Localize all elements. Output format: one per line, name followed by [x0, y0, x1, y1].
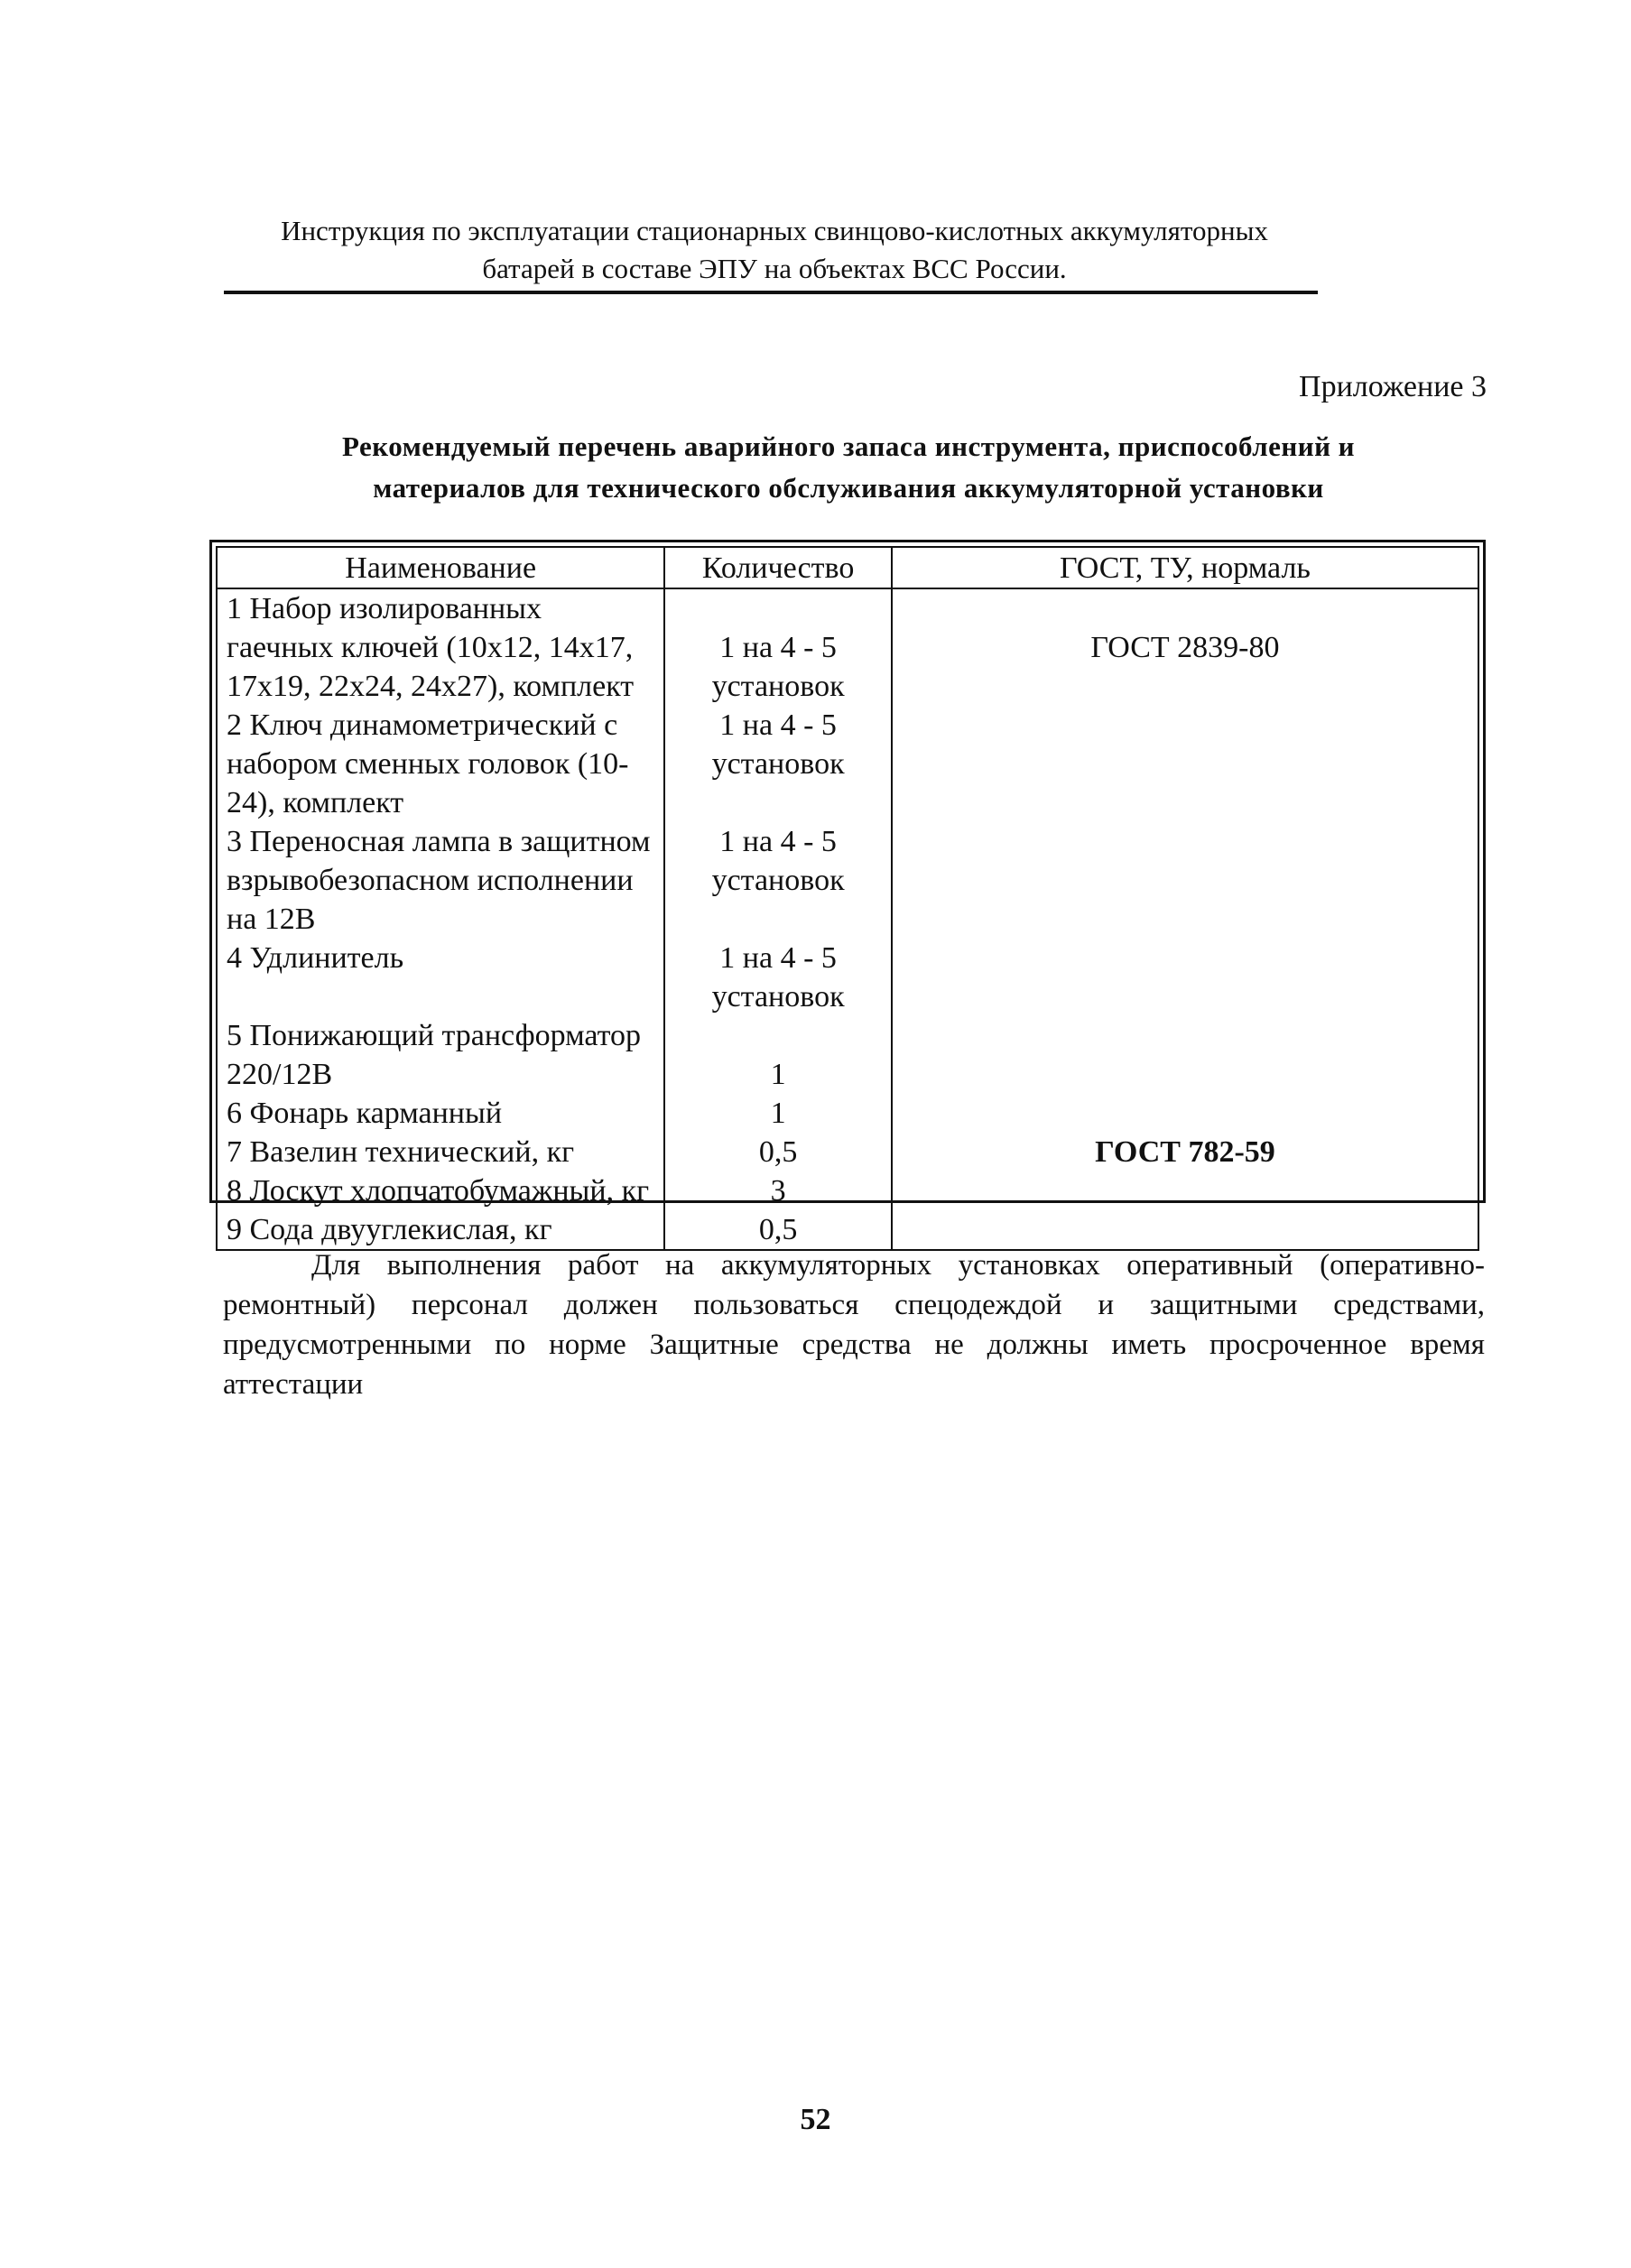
items-table-frame — [209, 540, 1486, 1246]
table-row — [217, 939, 1478, 1016]
item-quantity: 1 на 4 - 5 установок — [664, 822, 892, 939]
column-header-standard: ГОСТ, ТУ, нормаль — [892, 547, 1478, 588]
body-paragraph: Для выполнения работ на аккумуляторных установках оперативный (оперативно-ремонтный) персонал должен пользоваться спецодеждой и защитными средствами, предусмотренными по норме Защитные средства не должны иметь просроченное время аттестации — [223, 1249, 1485, 1401]
item-name: 9 Сода двууглекислая, кг — [217, 1210, 664, 1250]
item-standard — [892, 706, 1478, 822]
page-number: 52 — [800, 2103, 831, 2136]
column-header-quantity: Количество — [664, 547, 892, 588]
item-name: 2 Ключ динамометрический с набором сменных головок (10-24), комплект — [217, 706, 664, 822]
table-row — [217, 1171, 1478, 1210]
item-quantity: 1 на 4 - 5 установок — [664, 939, 892, 1016]
item-standard — [892, 1094, 1478, 1133]
table-row — [217, 588, 1478, 706]
table-row — [217, 1210, 1478, 1250]
item-name: 5 Понижающий трансформатор 220/12В — [217, 1016, 664, 1094]
item-quantity: 1 — [664, 1016, 892, 1094]
item-quantity: 1 на 4 - 5 установок — [664, 588, 892, 706]
item-quantity: 3 — [664, 1171, 892, 1210]
running-header-line-2: батарей в составе ЭПУ на объектах ВСС России. — [482, 253, 1067, 284]
table-row — [217, 1094, 1478, 1133]
item-standard — [892, 822, 1478, 939]
item-standard — [892, 1016, 1478, 1094]
item-standard — [892, 1210, 1478, 1250]
item-quantity: 0,5 — [664, 1210, 892, 1250]
table-row — [217, 822, 1478, 939]
item-quantity: 1 — [664, 1094, 892, 1133]
table-row — [217, 1016, 1478, 1094]
item-quantity: 0,5 — [664, 1133, 892, 1171]
item-name: 3 Переносная лампа в защитном взрывобезопасном исполнении на 12В — [217, 822, 664, 939]
table-header-row — [217, 547, 1478, 588]
header-divider — [224, 291, 1318, 294]
item-standard — [892, 1171, 1478, 1210]
item-standard: ГОСТ 782-59 — [892, 1133, 1478, 1171]
table-row — [217, 1133, 1478, 1171]
item-name: 1 Набор изолированных гаечных ключей (10x12, 14x17, 17x19, 22x24, 24x27), комплект — [217, 588, 664, 706]
column-header-name: Наименование — [217, 547, 664, 588]
item-name: 4 Удлинитель — [217, 939, 664, 1016]
items-table — [216, 546, 1479, 1251]
item-standard: ГОСТ 2839-80 — [892, 588, 1478, 706]
item-name: 8 Лоскут хлопчатобумажный, кг — [217, 1171, 664, 1210]
item-name: 6 Фонарь карманный — [217, 1094, 664, 1133]
running-header-line-1: Инструкция по эксплуатации стационарных свинцово-кислотных аккумуляторных — [281, 215, 1268, 246]
table-row — [217, 706, 1478, 822]
item-quantity: 1 на 4 - 5 установок — [664, 706, 892, 822]
appendix-label: Приложение 3 — [1299, 370, 1487, 403]
item-name: 7 Вазелин технический, кг — [217, 1133, 664, 1171]
document-title: Рекомендуемый перечень аварийного запаса инструмента, приспособлений и материалов для технического обслуживания аккумуляторной установки — [341, 430, 1356, 504]
item-standard — [892, 939, 1478, 1016]
running-header — [224, 212, 1325, 288]
